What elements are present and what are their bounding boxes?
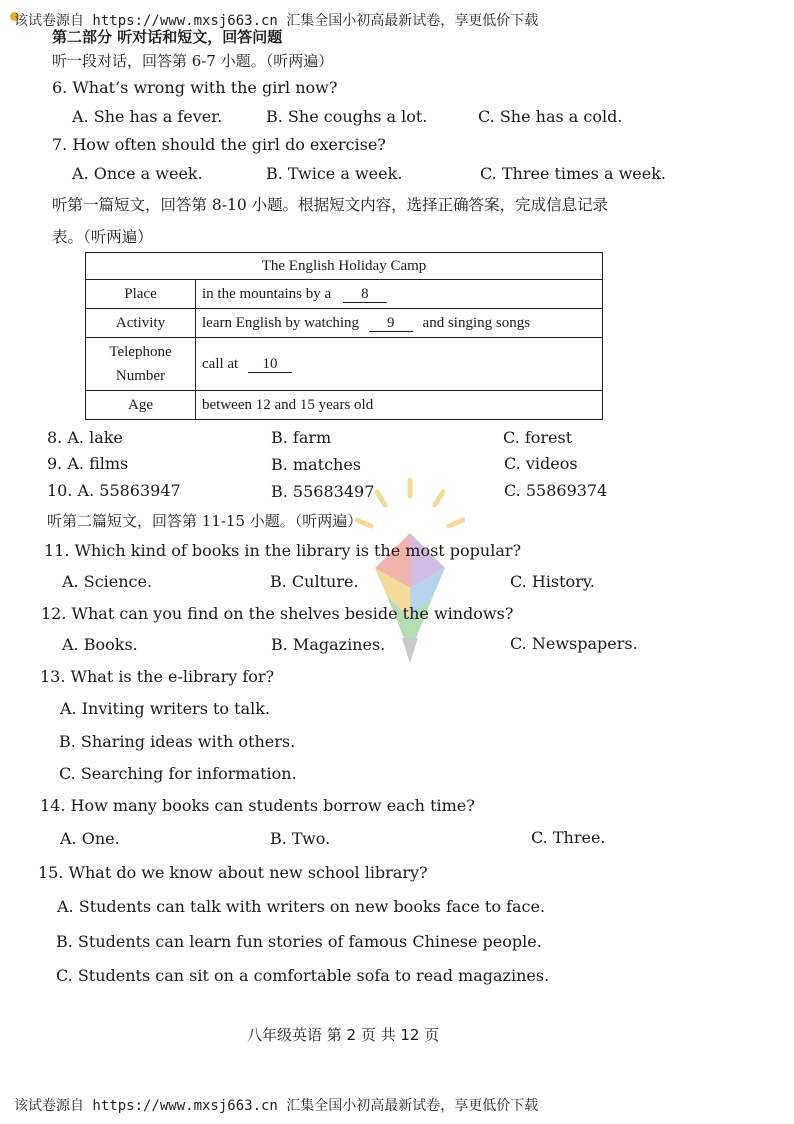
q15-option-b: B. Students can learn fun stories of famous Chinese people.	[56, 932, 542, 951]
table-row-telephone	[86, 338, 603, 391]
q14-option-c: C. Three.	[531, 828, 606, 847]
q12-option-b: B. Magazines.	[271, 635, 386, 654]
telephone-label: Telephone	[109, 344, 172, 360]
q11-option-a: A. Science.	[62, 572, 153, 591]
table-row-activity	[86, 309, 603, 338]
activity-text: learn English by watching	[202, 314, 360, 331]
phone-text: call at	[202, 355, 239, 372]
q8-option-b: B. farm	[271, 428, 332, 447]
q8-option-a: 8. A. lake	[47, 428, 123, 447]
age-label: Age	[86, 391, 196, 420]
q13-option-a: A. Inviting writers to talk.	[60, 699, 271, 718]
q11-option-c: C. History.	[510, 572, 595, 591]
activity-label: Activity	[86, 309, 196, 338]
q13-option-b: B. Sharing ideas with others.	[59, 732, 296, 751]
place-label: Place	[86, 280, 196, 309]
section-passage1-instruction-line2: 表。（听两遍）	[52, 228, 153, 246]
q9-option-b: B. matches	[271, 455, 362, 474]
q13-option-c: C. Searching for information.	[59, 764, 297, 783]
question-7: 7. How often should the girl do exercise?	[52, 135, 386, 154]
section-dialogue-instruction: 听一段对话，回答第 6-7 小题。（听两遍）	[52, 52, 334, 70]
watermark-bottom: 该试卷源自 https://www.mxsj663.cn 汇集全国小初高最新试卷，享更低价下载	[14, 1098, 539, 1114]
part-heading: 第二部分 听对话和短文，回答问题	[52, 28, 283, 46]
activity-text-end: and singing songs	[422, 314, 531, 331]
q7-option-c: C. Three times a week.	[480, 164, 667, 183]
question-11: 11. Which kind of books in the library is the most popular?	[44, 541, 522, 560]
q10-option-b: B. 55683497	[271, 482, 375, 501]
info-record-table	[85, 252, 603, 420]
q10-option-c: C. 55869374	[504, 481, 608, 500]
q11-option-b: B. Culture.	[270, 572, 359, 591]
q15-option-c: C. Students can sit on a comfortable sofa to read magazines.	[56, 966, 550, 985]
question-12: 12. What can you find on the shelves beside the windows?	[41, 604, 514, 623]
q9-option-a: 9. A. films	[47, 454, 129, 473]
q12-option-c: C. Newspapers.	[510, 634, 638, 653]
watermark-top: 该试卷源自 https://www.mxsj663.cn 汇集全国小初高最新试卷，享更低价下载	[14, 13, 539, 29]
q14-option-b: B. Two.	[270, 829, 331, 848]
q6-option-c: C. She has a cold.	[478, 107, 623, 126]
question-6: 6. What’s wrong with the girl now?	[52, 78, 338, 97]
q6-option-b: B. She coughs a lot.	[266, 107, 428, 126]
blank-8: 8	[343, 286, 387, 303]
q12-option-a: A. Books.	[62, 635, 138, 654]
q9-option-c: C. videos	[504, 454, 578, 473]
section-passage1-instruction-line1: 听第一篇短文，回答第 8-10 小题。根据短文内容，选择正确答案，完成信息记录	[52, 196, 609, 214]
place-text: in the mountains by a	[202, 285, 332, 302]
page-footer: 八年级英语 第 2 页 共 12 页	[247, 1026, 440, 1044]
q15-option-a: A. Students can talk with writers on new books face to face.	[57, 897, 546, 916]
number-label: Number	[115, 368, 166, 384]
question-14: 14. How many books can students borrow each time?	[40, 796, 475, 815]
table-title: The English Holiday Camp	[86, 253, 603, 280]
q7-option-a: A. Once a week.	[72, 164, 203, 183]
q8-option-c: C. forest	[503, 428, 573, 447]
question-15: 15. What do we know about new school library?	[38, 863, 428, 882]
blank-9: 9	[369, 315, 413, 332]
table-row-age	[86, 391, 603, 420]
section-passage2-instruction: 听第二篇短文，回答第 11-15 小题。（听两遍）	[47, 512, 363, 530]
table-row-place	[86, 280, 603, 309]
q6-option-a: A. She has a fever.	[72, 107, 223, 126]
q14-option-a: A. One.	[60, 829, 120, 848]
age-value: between 12 and 15 years old	[196, 391, 603, 420]
q10-option-a: 10. A. 55863947	[47, 481, 181, 500]
question-13: 13. What is the e-library for?	[40, 667, 275, 686]
blank-10: 10	[248, 356, 292, 373]
q7-option-b: B. Twice a week.	[266, 164, 403, 183]
